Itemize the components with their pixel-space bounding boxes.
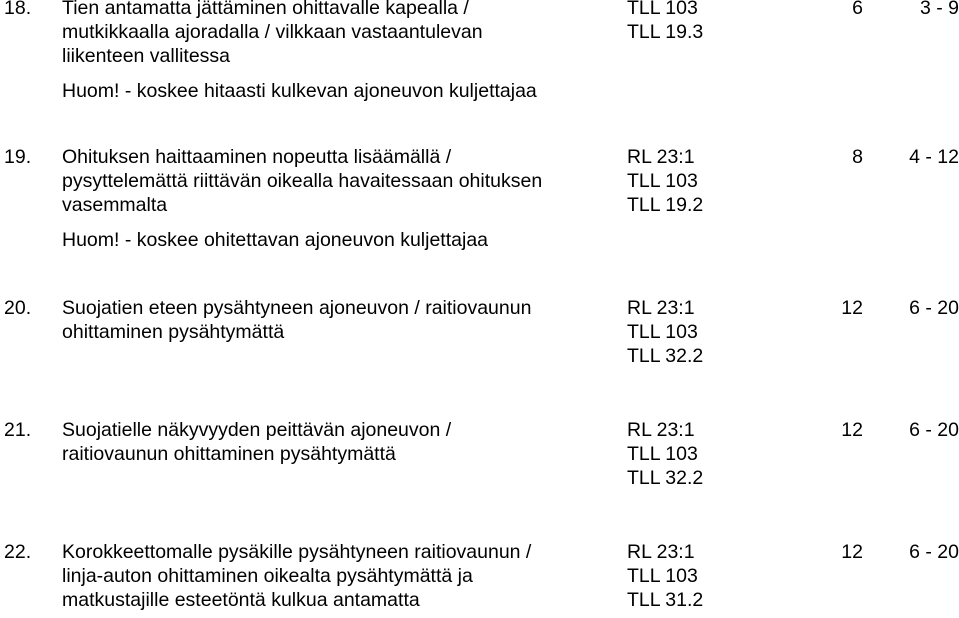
- entry-number: 19.: [4, 146, 32, 168]
- legal-reference: TLL 103: [627, 443, 698, 465]
- legal-references: [627, 145, 703, 217]
- legal-references: [627, 540, 703, 612]
- legal-reference: TLL 19.2: [627, 194, 704, 216]
- entry-points: 12: [841, 419, 863, 441]
- entry-range: 4 - 12: [909, 146, 959, 168]
- legal-reference: RL 23:1: [627, 146, 695, 168]
- legal-reference: TLL 32.2: [627, 467, 704, 489]
- description-line: matkustajille esteetöntä kulkua antamatta: [62, 589, 420, 611]
- description-line: mutkikkaalla ajoradalla / vilkkaan vastaantulevan: [62, 21, 483, 43]
- entry-description: [62, 418, 622, 466]
- description-line: Korokkeettomalle pysäkille pysähtyneen raitiovaunun /: [62, 541, 532, 563]
- description-line: raitiovaunun ohittaminen pysähtymättä: [62, 443, 396, 465]
- legal-references: [627, 0, 703, 44]
- description-line: liikenteen vallitessa: [62, 45, 231, 67]
- description-line: Suojatielle näkyvyyden peittävän ajoneuvon /: [62, 419, 452, 441]
- legal-reference: TLL 103: [627, 321, 698, 343]
- entry-number: 20.: [4, 297, 32, 319]
- legal-reference: RL 23:1: [627, 419, 695, 441]
- legal-reference: TLL 103: [627, 0, 698, 19]
- entry-note: Huom! - koskee ohitettavan ajoneuvon kuljettajaa: [62, 229, 489, 251]
- entry-number: 18.: [4, 0, 32, 19]
- legal-reference: TLL 103: [627, 170, 698, 192]
- description-line: ohittaminen pysähtymättä: [62, 321, 285, 343]
- legal-reference: TLL 19.3: [627, 21, 704, 43]
- entry-note: Huom! - koskee hitaasti kulkevan ajoneuvon kuljettajaa: [62, 80, 537, 102]
- entry-description: [62, 296, 622, 344]
- entry-points: 12: [841, 541, 863, 563]
- legal-references: [627, 418, 703, 490]
- entry-range: 6 - 20: [909, 419, 959, 441]
- entry-description: [62, 540, 622, 612]
- legal-references: [627, 296, 703, 368]
- description-line: Tien antamatta jättäminen ohittavalle kapealla /: [62, 0, 469, 19]
- legal-reference: RL 23:1: [627, 297, 695, 319]
- entry-description: [62, 0, 622, 103]
- description-line: linja-auton ohittaminen oikealta pysähtymättä ja: [62, 565, 473, 587]
- entry-range: 6 - 20: [909, 297, 959, 319]
- legal-reference: TLL 103: [627, 565, 698, 587]
- entry-number: 22.: [4, 541, 32, 563]
- entry-points: 8: [852, 146, 863, 168]
- entry-points: 6: [852, 0, 863, 19]
- description-line: Ohituksen haittaaminen nopeutta lisäämällä /: [62, 146, 452, 168]
- entry-points: 12: [841, 297, 863, 319]
- entry-range: 6 - 20: [909, 541, 959, 563]
- legal-reference: TLL 32.2: [627, 345, 704, 367]
- legal-reference: RL 23:1: [627, 541, 695, 563]
- entry-number: 21.: [4, 419, 32, 441]
- description-line: vasemmalta: [62, 194, 168, 216]
- legal-reference: TLL 31.2: [627, 589, 704, 611]
- description-line: pysyttelemättä riittävän oikealla havaitessaan ohituksen: [62, 170, 543, 192]
- entry-description: [62, 145, 622, 252]
- description-line: Suojatien eteen pysähtyneen ajoneuvon / raitiovaunun: [62, 297, 532, 319]
- entry-range: 3 - 9: [919, 0, 959, 19]
